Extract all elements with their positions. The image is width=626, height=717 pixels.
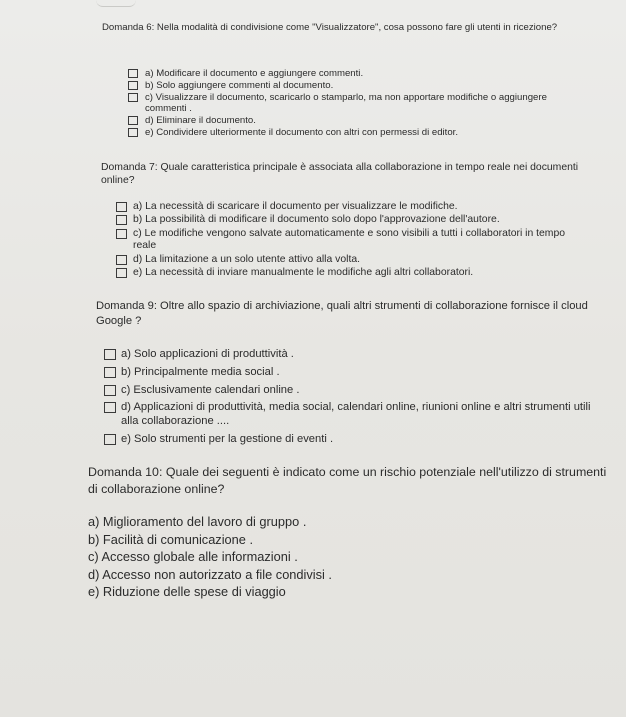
checkbox-icon[interactable]: [116, 215, 127, 225]
question-6-text: Domanda 6: Nella modalità di condivisione come "Visualizzatore", cosa possono fare gli utenti in ricezione?: [102, 22, 558, 33]
option-label: a) La necessità di scaricare il documento per visualizzare le modifiche.: [133, 201, 458, 212]
question-9-option-a[interactable]: [104, 347, 599, 361]
checkbox-icon[interactable]: [116, 202, 127, 212]
option-label: b) La possibilità di modificare il documento solo dopo l'approvazione dell'autore.: [133, 214, 500, 226]
option-label: d) Eliminare il documento.: [145, 114, 256, 126]
option-label: d) Applicazioni di produttività, media social, calendari online, riunioni online e altri strumenti utili alla collaborazione ....: [121, 401, 591, 428]
option-label: c) Visualizzare il documento, scaricarlo o stamparlo, ma non apportare modifiche o aggiungere commenti .: [145, 91, 547, 115]
question-6-option-c[interactable]: [128, 92, 568, 115]
checkbox-icon[interactable]: [116, 268, 127, 278]
checkbox-icon[interactable]: [104, 385, 116, 396]
checkbox-icon[interactable]: [128, 116, 138, 125]
question-10-option-d[interactable]: d) Accesso non autorizzato a file condivisi .: [88, 566, 332, 582]
question-9-text: Domanda 9: Oltre allo spazio di archiviazione, quali altri strumenti di collaborazione fornisce il cloud Google ?: [96, 300, 588, 327]
option-label: b) Solo aggiungere commenti al documento.: [145, 79, 334, 91]
checkbox-icon[interactable]: [104, 434, 116, 445]
question-6-option-b[interactable]: [128, 80, 568, 92]
question-9-option-d[interactable]: [104, 400, 599, 428]
checkbox-icon[interactable]: [104, 349, 116, 360]
question-9-option-b[interactable]: [104, 365, 599, 379]
question-10-option-a[interactable]: a) Miglioramento del lavoro di gruppo .: [88, 514, 307, 529]
question-10-options: [88, 514, 608, 602]
option-label: b) Principalmente media social .: [121, 365, 280, 378]
checkbox-icon[interactable]: [128, 69, 138, 78]
option-label: a) Modificare il documento e aggiungere commenti.: [145, 68, 364, 79]
question-6-options: [128, 68, 568, 139]
question-7-option-b[interactable]: [116, 214, 586, 226]
question-6-option-e[interactable]: [128, 127, 568, 139]
option-label: e) La necessità di inviare manualmente le modifiche agli altri collaboratori.: [133, 267, 474, 279]
question-10-option-b[interactable]: b) Facilità di comunicazione .: [88, 531, 254, 547]
question-7-option-a[interactable]: [116, 201, 586, 213]
checkbox-icon[interactable]: [128, 81, 138, 90]
option-label: e) Solo strumenti per la gestione di eventi .: [121, 433, 334, 446]
option-label: c) Esclusivamente calendari online .: [121, 383, 300, 396]
checkbox-icon[interactable]: [104, 402, 116, 413]
option-label: e) Condividere ulteriormente il documento con altri con permessi di editor.: [145, 126, 459, 138]
question-6-option-d[interactable]: [128, 115, 568, 127]
question-7-option-d[interactable]: [116, 254, 586, 266]
question-10-option-c[interactable]: c) Accesso globale alle informazioni .: [88, 549, 298, 565]
checkbox-icon[interactable]: [116, 229, 127, 239]
checkbox-icon[interactable]: [128, 93, 138, 102]
question-9-option-c[interactable]: [104, 383, 599, 397]
question-6-option-a[interactable]: [128, 68, 568, 80]
question-7-option-c[interactable]: [116, 228, 586, 253]
question-9-options: [104, 347, 599, 450]
checkbox-icon[interactable]: [116, 255, 127, 265]
question-7-option-e[interactable]: [116, 267, 586, 279]
question-7-options: [116, 201, 586, 280]
option-label: c) Le modifiche vengono salvate automaticamente e sono visibili a tutti i collaboratori in tempo reale: [133, 227, 566, 252]
question-7-text: Domanda 7: Quale caratteristica principale è associata alla collaborazione in tempo reale nei documenti online?: [101, 162, 579, 186]
option-label: a) Solo applicazioni di produttività .: [121, 348, 294, 360]
question-10-text: Domanda 10: Quale dei seguenti è indicato come un rischio potenziale nell'utilizzo di strumenti di collaborazione online?: [88, 465, 607, 496]
checkbox-icon[interactable]: [104, 367, 116, 378]
checkbox-icon[interactable]: [128, 128, 138, 137]
question-9-option-e[interactable]: [104, 432, 599, 446]
option-label: d) La limitazione a un solo utente attivo alla volta.: [133, 253, 360, 265]
paper-mark: [96, 0, 136, 7]
question-10-option-e[interactable]: e) Riduzione delle spese di viaggio: [88, 584, 286, 600]
